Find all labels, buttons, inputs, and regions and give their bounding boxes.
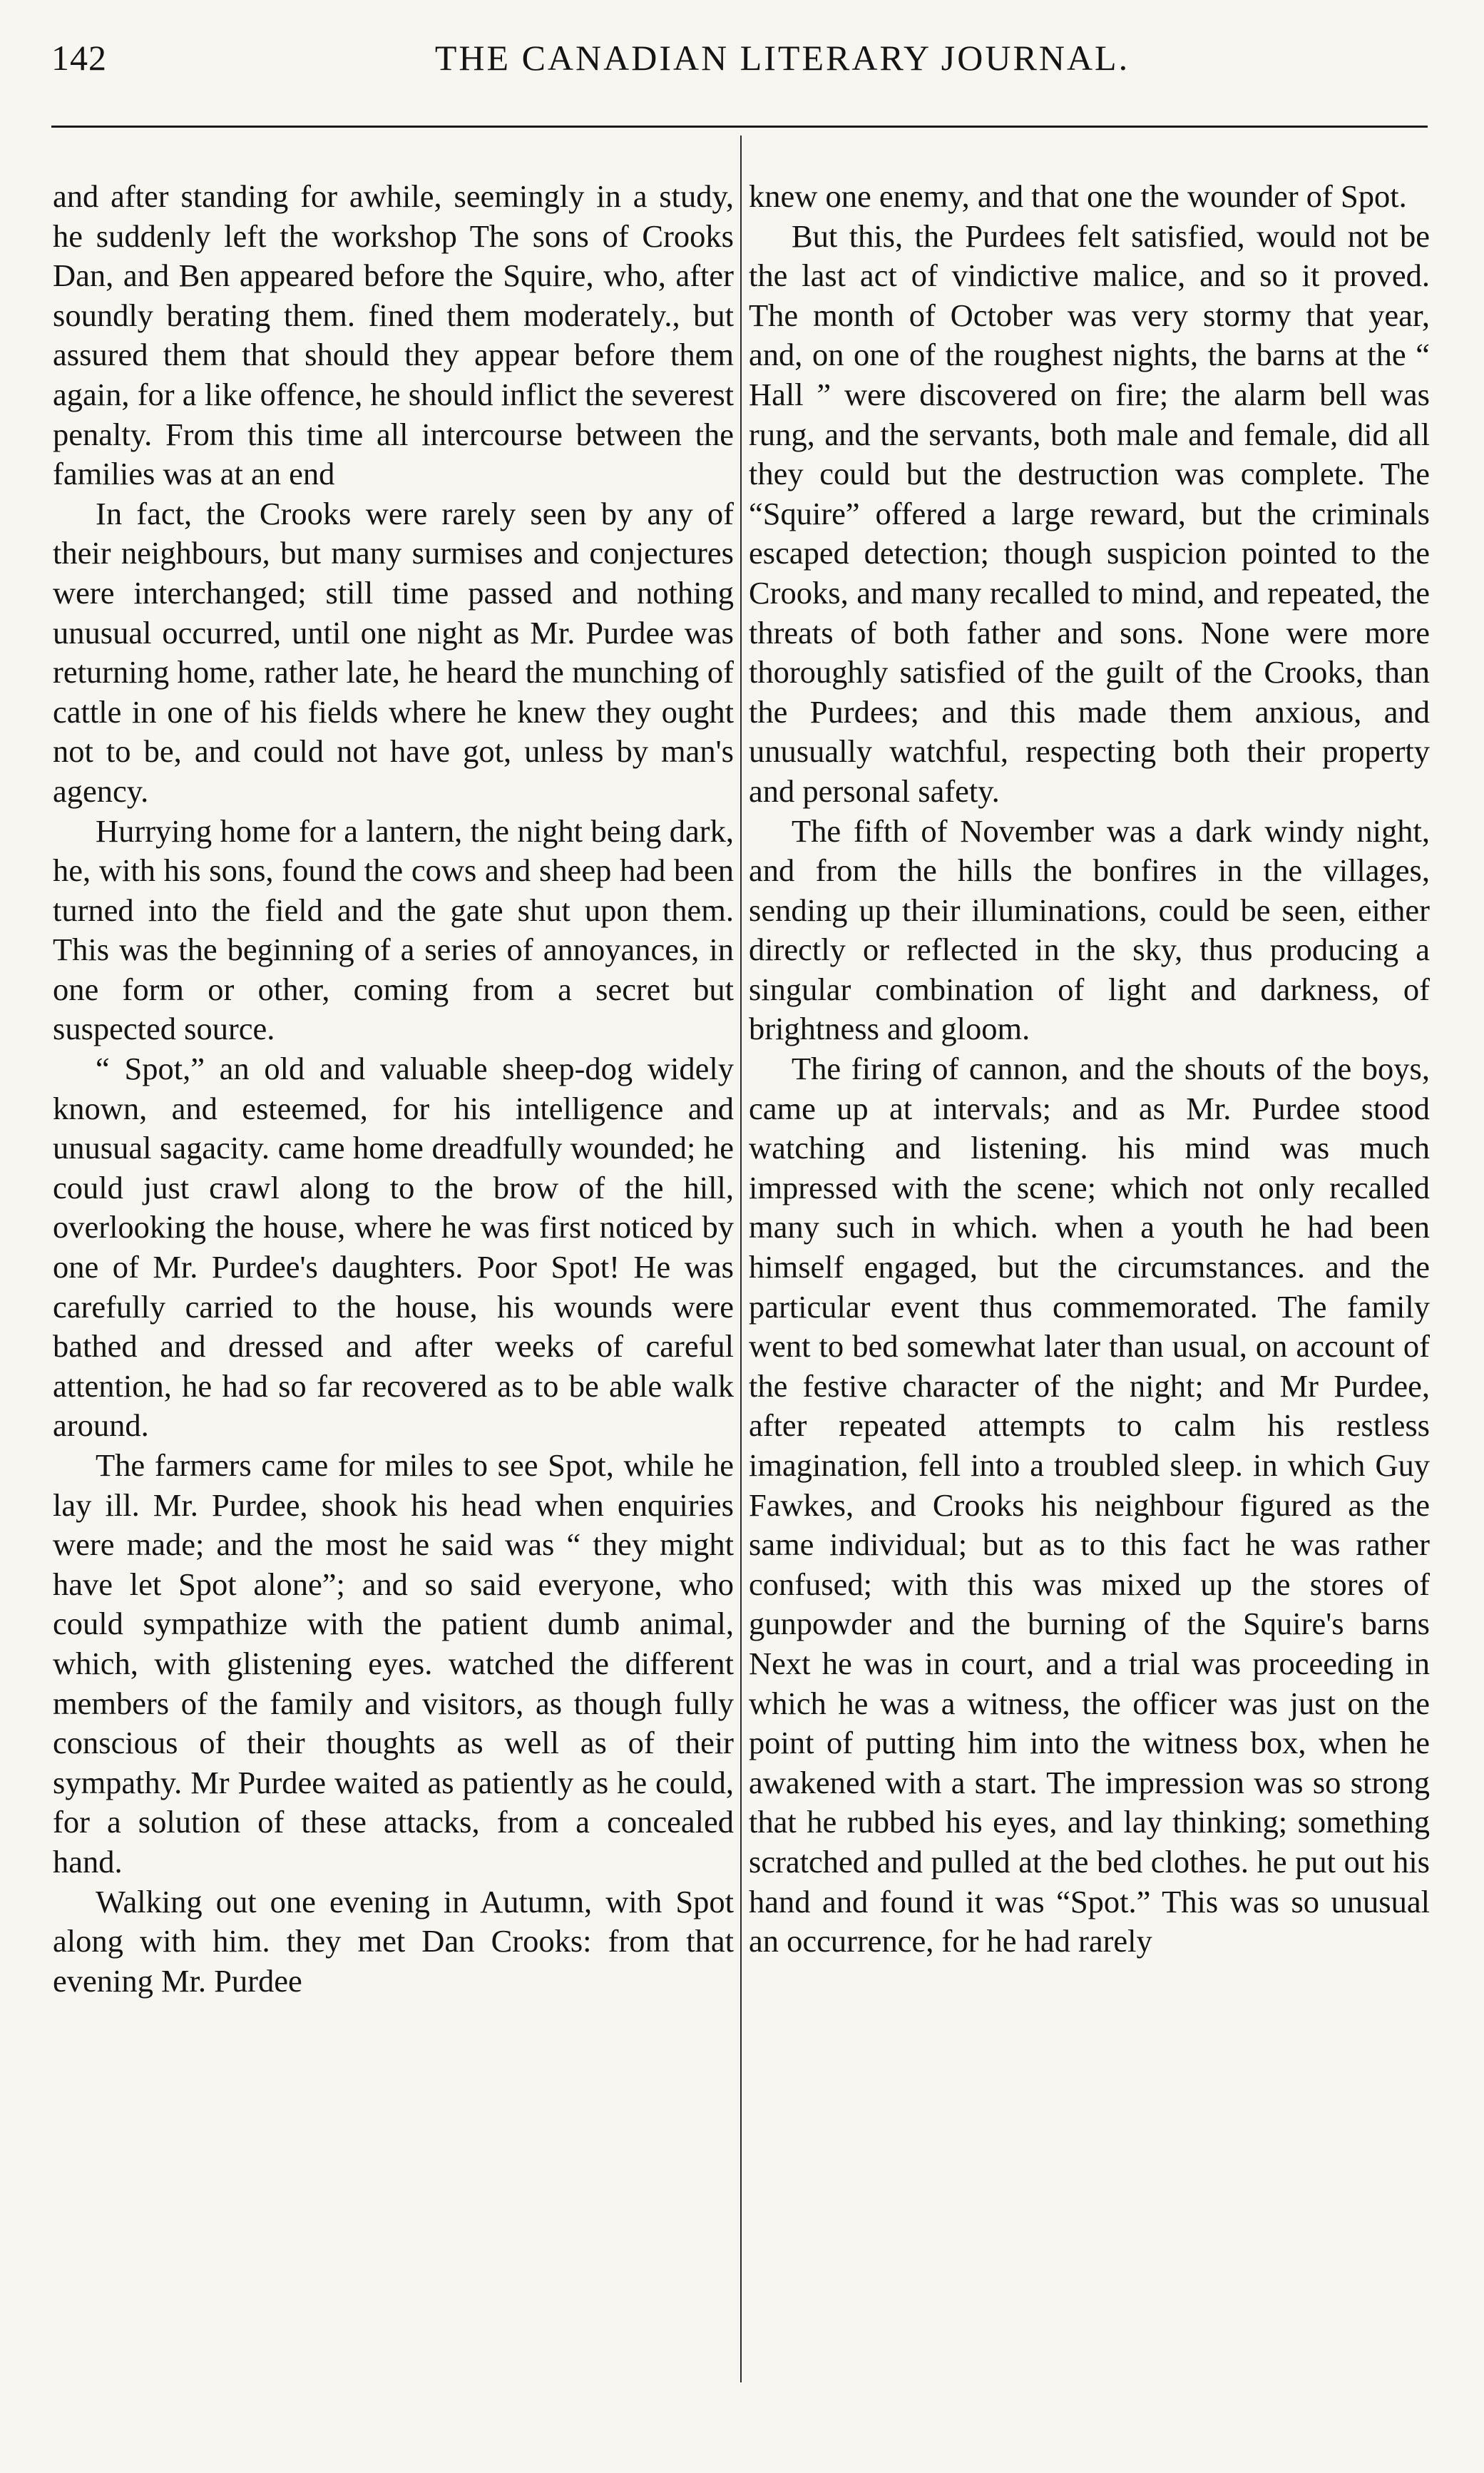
page-header <box>51 37 1428 88</box>
left-paragraph-3: Hurrying home for a lantern, the night being dark, he, with his sons, found the cows and sheep had been turned into the field and the gate shut upon them. This was the beginning of a series of annoyances, in one form or other, coming from a secret but suspected source. <box>53 812 734 1047</box>
right-column <box>749 177 1430 1962</box>
right-paragraph-1: knew one enemy, and that one the wounder of Spot. <box>749 178 1407 214</box>
left-paragraph-2: In fact, the Crooks were rarely seen by any of their neighbours, but many surmises and conjectures were interchanged; still time passed and nothing unusual occurred, until one night as Mr. Purdee was returning home, rather late, he heard the munching of cattle in one of his fields where he knew they ought not to be, and could not have got, unless by man's agency. <box>53 495 734 809</box>
left-paragraph-5: The farmers came for miles to see Spot, while he lay ill. Mr. Purdee, shook his head when enquiries were made; and the most he said was “ they might have let Spot alone”; and so said everyone, who could sympathize with the patient dumb animal, which, with glistening eyes. watched the different members of the family and visitors, as though fully conscious of their thoughts as well as of their sympathy. Mr Purdee waited as patiently as he could, for a solution of these attacks, from a concealed hand. <box>53 1447 734 1880</box>
page-number: 142 <box>51 38 107 78</box>
left-paragraph-1: and after standing for awhile, seemingly in a study, he suddenly left the workshop The sons of Crooks Dan, and Ben appeared before the Squire, who, after soundly berating them. fined them moderately., but assured them that should they appear before them again, for a like offence, he should inflict the severest penalty. From this time all intercourse between the families was at an end <box>53 178 734 492</box>
right-paragraph-2: But this, the Purdees felt satisfied, would not be the last act of vindictive malice, and so it proved. The month of October was very stormy that year, and, on one of the roughest nights, the barns at the “ Hall ” were discovered on fire; the alarm bell was rung, and the servants, both male and female, did all they could but the destruction was complete. The “Squire” offered a large reward, but the criminals escaped detection; though suspicion pointed to the Crooks, and many recalled to mind, and repeated, the threats of both father and sons. None were more thoroughly satisfied of the guilt of the Crooks, than the Purdees; and this made them anxious, and unusually watchful, respecting both their property and personal safety. <box>749 218 1430 809</box>
left-paragraph-6: Walking out one evening in Autumn, with Spot along with him. they met Dan Crooks: from that evening Mr. Purdee <box>53 1883 734 1999</box>
right-paragraph-4: The firing of cannon, and the shouts of the boys, came up at intervals; and as Mr. Purdee stood watching and listening. his mind was much impressed with the scene; which not only recalled many such in which. when a youth he had been himself engaged, but the circumstances. and the particular event thus commemorated. The family went to bed somewhat later than usual, on account of the festive character of the night; and Mr Purdee, after repeated attempts to calm his restless imagination, fell into a troubled sleep. in which Guy Fawkes, and Crooks his neighbour figured as the same individual; but as to this fact he was rather confused; with this was mixed up the stores of gunpowder and the burning of the Squire's barns Next he was in court, and a trial was proceeding in which he was a witness, the officer was just on the point of putting him into the witness box, when he awakened with a start. The impression was so strong that he rubbed his eyes, and lay thinking; something scratched and pulled at the bed clothes. he put out his hand and found it was “Spot.” This was so unusual an occurrence, for he had rarely <box>749 1051 1430 1959</box>
right-paragraph-3: The fifth of November was a dark windy night, and from the hills the bonfires in the villages, sending up their illuminations, could be seen, either directly or reflected in the sky, thus producing a singular combination of light and darkness, of brightness and gloom. <box>749 812 1430 1047</box>
running-head: THE CANADIAN LITERARY JOURNAL. <box>434 38 1130 78</box>
left-column <box>53 177 734 2001</box>
header-rule <box>51 126 1428 128</box>
column-divider <box>740 136 742 2382</box>
left-paragraph-4: “ Spot,” an old and valuable sheep-dog widely known, and esteemed, for his intelligence and unusual sagacity. came home dreadfully wounded; he could just crawl along to the brow of the hill, overlooking the house, where he was first noticed by one of Mr. Purdee's daughters. Poor Spot! He was carefully carried to the house, his wounds were bathed and dressed and after weeks of careful attention, he had so far recovered as to be able walk around. <box>53 1051 734 1444</box>
